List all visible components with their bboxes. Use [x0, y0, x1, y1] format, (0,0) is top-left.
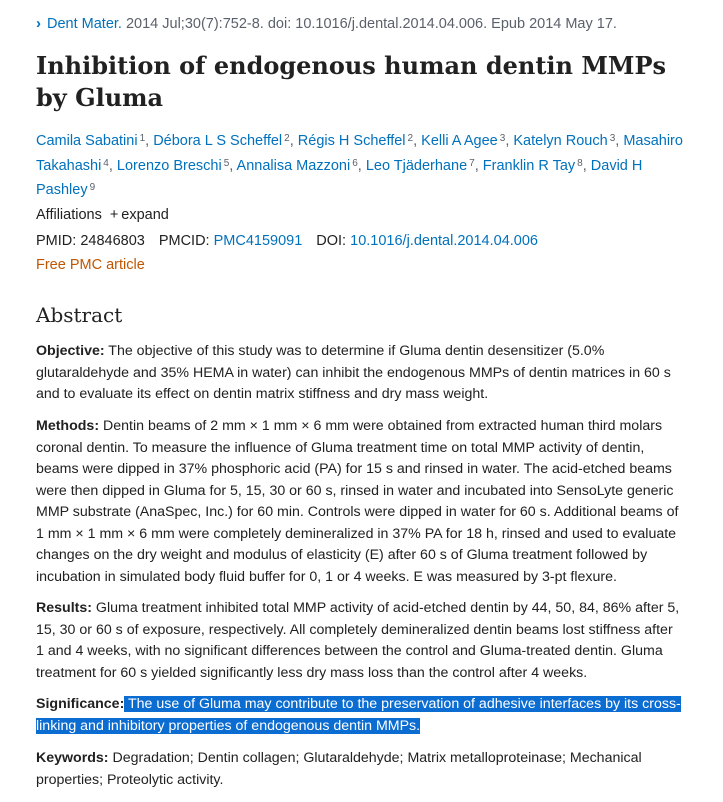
author-separator: , [357, 157, 366, 174]
keywords [36, 748, 681, 791]
author-affiliation-number[interactable]: 8 [577, 157, 583, 169]
author-link[interactable]: Leo Tjäderhane [365, 157, 468, 174]
author-separator: , [145, 133, 154, 149]
abstract-results [36, 598, 681, 684]
significance-label: Significance: [36, 696, 125, 712]
abstract-methods [36, 416, 681, 588]
objective-label: Objective: [36, 343, 105, 359]
author-link[interactable]: Kelli A Agee [421, 133, 498, 149]
author-link[interactable]: David H Pashley [36, 157, 643, 198]
author-link[interactable]: Franklin R Tay [482, 157, 576, 174]
author-separator: , [474, 157, 483, 174]
abstract-significance [36, 694, 681, 737]
author-link[interactable]: Camila Sabatini [36, 133, 138, 149]
author-affiliation-number[interactable]: 7 [469, 157, 475, 169]
plus-icon: + [109, 207, 119, 223]
author-list [36, 128, 686, 202]
keywords-text: Degradation; Dentin collagen; Glutaraldehyde; Matrix metalloproteinase; Mechanical properties; Proteolytic activity. [36, 750, 642, 788]
author-separator: , [229, 157, 237, 174]
author-link[interactable]: Katelyn Rouch [513, 133, 608, 149]
identifiers [36, 233, 538, 249]
author-separator: , [582, 157, 591, 174]
abstract-heading: Abstract [36, 303, 123, 327]
pmid-label: PMID: [36, 233, 77, 249]
methods-label: Methods: [36, 418, 100, 434]
objective-text: The objective of this study was to determine if Gluma dentin desensitizer (5.0% glutaraldehyde and 35% HEMA in water) can inhibit the endogenous MMPs of dentin matrices in 60 s and to evaluate its effect on dentin matrix stiffness and dry mass weight. [36, 343, 671, 402]
author-affiliation-number[interactable]: 1 [139, 133, 146, 144]
journal-link[interactable]: Dent Mater. [47, 16, 122, 32]
affiliations-label: Affiliations [36, 207, 102, 223]
abstract-objective [36, 341, 681, 406]
author-affiliation-number[interactable]: 3 [499, 133, 506, 144]
methods-text: Dentin beams of 2 mm × 1 mm × 6 mm were obtained from extracted human third molars coronal dentin. To measure the influence of Gluma treatment time on total MMP activity of dentin, beams were dipped in 37% phosphoric acid (PA) for 15 s and rinsed in water. The acid-etched beams were then dipped in Gluma for 5, 15, 30 or 60 s, rinsed in water and incubated into SensoLyte generic MMP substrate (AnaSpec, Inc.) for 60 min. Controls were dipped in water for 60 s. Additional beams of 1 mm × 1 mm × 6 mm were completely demineralized in 37% PA for 18 h, rinsed and used to evaluate changes on the dry weight and modulus of elasticity (E) after 60 s of Gluma treatment followed by incubation in simulated body fluid buffer for 0, 1 or 4 weeks. E was measured by 3-pt flexure. [36, 418, 679, 585]
author-link[interactable]: Lorenzo Breschi [116, 157, 222, 174]
author-affiliation-number[interactable]: 3 [609, 133, 616, 144]
author-affiliation-number[interactable]: 2 [407, 133, 414, 144]
expand-label: expand [121, 207, 169, 223]
doi-label: DOI: [316, 233, 347, 249]
author-link[interactable]: Masahiro Takahashi [36, 133, 683, 174]
author-affiliation-number[interactable]: 4 [103, 157, 109, 169]
author-separator: , [289, 133, 298, 149]
affiliations-toggle[interactable] [36, 207, 169, 223]
results-label: Results: [36, 600, 92, 616]
keywords-label: Keywords: [36, 750, 109, 766]
author-separator: , [108, 157, 117, 174]
author-separator: , [615, 133, 624, 149]
author-link[interactable]: Régis H Scheffel [297, 133, 406, 149]
author-link[interactable]: Annalisa Mazzoni [236, 157, 351, 174]
author-affiliation-number[interactable]: 2 [284, 133, 290, 144]
significance-text-selected[interactable]: The use of Gluma may contribute to the preservation of adhesive interfaces by its cross-linking and inhibitory properties of endogenous dentin MMPs. [36, 696, 681, 734]
citation-line [36, 15, 617, 32]
pmcid-link[interactable]: PMC4159091 [213, 233, 303, 249]
results-text: Gluma treatment inhibited total MMP activity of acid-etched dentin by 44, 50, 84, 86% after 5, 15, 30 or 60 s of exposure, respectively. All completely demineralized dentin beams lost stiffness after 1 and 4 weeks, with no significant differences between the control and Gluma-treated dentin. Gluma treatment for 60 s yielded significantly less dry mass loss than the control after 4 weeks. [36, 600, 680, 681]
author-affiliation-number[interactable]: 9 [89, 182, 96, 193]
pmcid-label: PMCID: [158, 233, 210, 249]
article-title: Inhibition of endogenous human dentin MMPs by Gluma [36, 51, 667, 112]
citation-details: 2014 Jul;30(7):752-8. doi: 10.1016/j.dental.2014.04.006. Epub 2014 May 17. [121, 16, 617, 32]
author-separator: , [413, 133, 422, 149]
chevron-right-icon: › [36, 15, 41, 32]
doi-link[interactable]: 10.1016/j.dental.2014.04.006 [350, 233, 538, 249]
author-affiliation-number[interactable]: 6 [352, 157, 358, 169]
author-separator: , [505, 133, 514, 149]
pmid-value: 24846803 [80, 233, 145, 249]
author-affiliation-number[interactable]: 5 [223, 157, 230, 169]
author-link[interactable]: Débora L S Scheffel [153, 133, 283, 149]
free-pmc-badge: Free PMC article [36, 257, 145, 273]
